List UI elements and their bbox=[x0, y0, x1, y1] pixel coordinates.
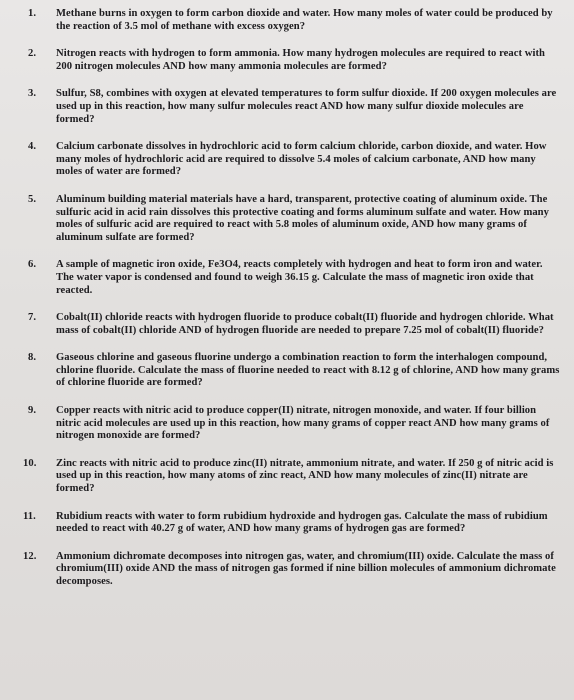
problem-number: 4. bbox=[28, 141, 37, 153]
problem-text: A sample of magnetic iron oxide, Fe3O4, reacts completely with hydrogen and heat to form iron and water. The water vapor is condensed and found to weigh 36.15 g. Calculate the mass of magnetic iron oxide that reacted. bbox=[56, 259, 543, 296]
problem-8 bbox=[28, 352, 560, 390]
problem-5 bbox=[28, 194, 560, 244]
problem-number: 1. bbox=[28, 8, 37, 19]
problem-text: Aluminum building material materials have a hard, transparent, protective coating of aluminum oxide. The sulfuric acid in acid rain dissolves this protective coating and forms aluminum sulfate and water. How many moles of sulfuric acid are required to react with 5.8 moles of aluminum oxide, AND how many grams of aluminum sulfate are formed? bbox=[56, 193, 549, 243]
problem-6 bbox=[28, 259, 560, 297]
problem-11 bbox=[23, 510, 560, 536]
problem-number: 3. bbox=[28, 88, 37, 100]
problem-12 bbox=[23, 550, 560, 589]
problem-number: 9. bbox=[28, 405, 37, 417]
problem-1 bbox=[28, 8, 560, 33]
problem-text: Ammonium dichromate decomposes into nitrogen gas, water, and chromium(III) oxide. Calculate the mass of chromium(III) oxide AND the mass of nitrogen gas formed if nine billion molecules of ammonium dichromate decomposes. bbox=[56, 550, 556, 587]
problem-text: Copper reacts with nitric acid to produce copper(II) nitrate, nitrogen monoxide, and water. If four billion nitric acid molecules are used up in this reaction, how many grams of copper react AND how many grams of nitrogen monoxide are formed? bbox=[56, 405, 550, 442]
problem-text: Gaseous chlorine and gaseous fluorine undergo a combination reaction to form the interhalogen compound, chlorine fluoride. Calculate the mass of fluorine needed to react with 8.12 g of chlorine, AND how many grams of chlorine fluoride are formed? bbox=[56, 352, 560, 389]
problem-number: 12. bbox=[23, 550, 37, 562]
problem-number: 11. bbox=[23, 510, 36, 522]
problem-number: 7. bbox=[28, 312, 37, 324]
problem-9 bbox=[28, 405, 560, 443]
problem-number: 6. bbox=[28, 259, 37, 271]
problem-text: Calcium carbonate dissolves in hydrochloric acid to form calcium chloride, carbon dioxide, and water. How many moles of hydrochloric acid are required to dissolve 5.4 moles of calcium carbonate, AND how many moles of water are formed? bbox=[56, 141, 547, 178]
problem-10 bbox=[23, 457, 560, 496]
problem-text: Nitrogen reacts with hydrogen to form ammonia. How many hydrogen molecules are required to react with 200 nitrogen molecules AND how many ammonia molecules are formed? bbox=[56, 48, 545, 72]
problem-number: 2. bbox=[28, 48, 37, 60]
problem-number: 8. bbox=[28, 352, 37, 364]
problem-text: Methane burns in oxygen to form carbon dioxide and water. How many moles of water could be produced by the reaction of 3.5 mol of methane with excess oxygen? bbox=[56, 8, 553, 32]
problem-number: 10. bbox=[23, 457, 37, 469]
problem-7 bbox=[28, 312, 560, 337]
problem-number: 5. bbox=[28, 193, 37, 205]
problem-3 bbox=[28, 88, 560, 126]
problem-list bbox=[23, 8, 560, 589]
problem-text: Rubidium reacts with water to form rubidium hydroxide and hydrogen gas. Calculate the mass of rubidium needed to react with 40.27 g of water, AND how many grams of hydrogen gas are formed? bbox=[56, 510, 548, 535]
problem-text: Zinc reacts with nitric acid to produce zinc(II) nitrate, ammonium nitrate, and water. If 250 g of nitric acid is used up in this reaction, how many atoms of zinc react, AND how many molecules of zinc(II) nitrate are formed? bbox=[56, 457, 554, 495]
problem-text: Cobalt(II) chloride reacts with hydrogen fluoride to produce cobalt(II) fluoride and hydrogen chloride. What mass of cobalt(II) chloride AND of hydrogen fluoride are needed to prepare 7.25 mol of cobalt(II) fluoride? bbox=[56, 312, 554, 336]
problem-2 bbox=[28, 48, 560, 73]
problem-4 bbox=[28, 141, 560, 179]
problem-text: Sulfur, S8, combines with oxygen at elevated temperatures to form sulfur dioxide. If 200 oxygen molecules are used up in this reaction, how many sulfur molecules react AND how many sulfur dioxide molecules are formed? bbox=[56, 88, 557, 125]
